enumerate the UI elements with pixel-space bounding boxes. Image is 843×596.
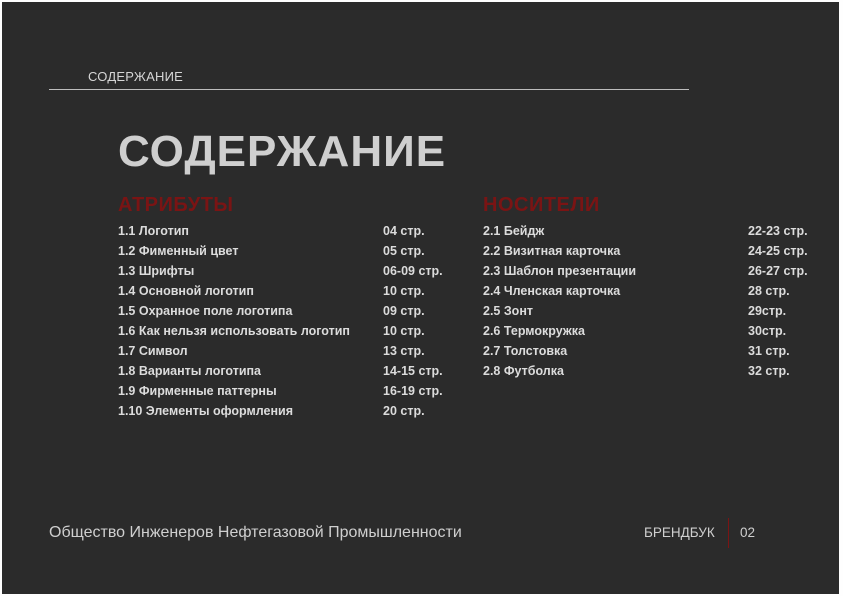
- footer-brand-label: БРЕНДБУК: [644, 525, 715, 540]
- toc-item-page: 31 стр.: [748, 344, 790, 358]
- toc-item-label: 1.2 Фименный цвет: [118, 244, 239, 258]
- toc-item[interactable]: [118, 324, 458, 344]
- toc-item-page: 10 стр.: [383, 284, 425, 298]
- toc-item-label: 1.9 Фирменные паттерны: [118, 384, 277, 398]
- toc-item-label: 2.8 Футболка: [483, 364, 564, 378]
- toc-item-page: 30стр.: [748, 324, 787, 338]
- toc-item[interactable]: [118, 264, 458, 284]
- page-title: СОДЕРЖАНИЕ: [118, 127, 447, 176]
- toc-item-label: 2.3 Шаблон презентации: [483, 264, 637, 278]
- toc-item-label: 1.10 Элементы оформления: [118, 404, 293, 418]
- toc-item-label: 2.1 Бейдж: [483, 224, 545, 238]
- toc-item-page: 05 стр.: [383, 244, 425, 258]
- toc-item[interactable]: [483, 304, 823, 324]
- toc-item-label: 2.7 Толстовка: [483, 344, 568, 358]
- toc-item[interactable]: [118, 384, 458, 404]
- toc-item-label: 1.4 Основной логотип: [118, 284, 254, 298]
- toc-item-page: 24-25 стр.: [748, 244, 808, 258]
- toc-item[interactable]: [483, 364, 823, 384]
- toc-item-page: 32 стр.: [748, 364, 790, 378]
- toc-item-label: 2.6 Термокружка: [483, 324, 585, 338]
- footer-divider: [728, 518, 729, 548]
- toc-item-page: 10 стр.: [383, 324, 425, 338]
- header-divider: [49, 89, 689, 90]
- attributes-list: [118, 224, 458, 424]
- toc-item-label: 1.7 Символ: [118, 344, 188, 358]
- toc-item-page: 29стр.: [748, 304, 787, 318]
- toc-item-page: 13 стр.: [383, 344, 425, 358]
- toc-item[interactable]: [118, 404, 458, 424]
- toc-item-page: 14-15 стр.: [383, 364, 443, 378]
- media-list: [483, 224, 823, 384]
- toc-item[interactable]: [118, 284, 458, 304]
- toc-item[interactable]: [483, 244, 823, 264]
- toc-item-label: 1.8 Варианты логотипа: [118, 364, 262, 378]
- toc-item-page: 04 стр.: [383, 224, 425, 238]
- brandbook-page: [2, 2, 839, 594]
- page-number: 02: [740, 525, 756, 540]
- toc-item-page: 06-09 стр.: [383, 264, 443, 278]
- header-label: СОДЕРЖАНИЕ: [88, 69, 184, 84]
- toc-item-page: 28 стр.: [748, 284, 790, 298]
- section-heading-media: НОСИТЕЛИ: [483, 194, 600, 216]
- toc-item-label: 2.2 Визитная карточка: [483, 244, 621, 258]
- toc-item[interactable]: [118, 344, 458, 364]
- toc-item-page: 09 стр.: [383, 304, 425, 318]
- toc-item-label: 1.3 Шрифты: [118, 264, 195, 278]
- toc-item-page: 20 стр.: [383, 404, 425, 418]
- toc-item-page: 26-27 стр.: [748, 264, 808, 278]
- toc-item[interactable]: [118, 304, 458, 324]
- toc-item-label: 2.5 Зонт: [483, 304, 533, 318]
- toc-item-label: 1.6 Как нельзя использовать логотип: [118, 324, 350, 338]
- toc-item-page: 16-19 стр.: [383, 384, 443, 398]
- toc-item-label: 1.5 Охранное поле логотипа: [118, 304, 293, 318]
- toc-item[interactable]: [118, 224, 458, 244]
- toc-item[interactable]: [483, 224, 823, 244]
- toc-item[interactable]: [118, 244, 458, 264]
- toc-item[interactable]: [483, 324, 823, 344]
- toc-item-label: 2.4 Членская карточка: [483, 284, 621, 298]
- toc-item[interactable]: [483, 344, 823, 364]
- footer-organization: Общество Инженеров Нефтегазовой Промышленности: [49, 524, 462, 541]
- toc-item-label: 1.1 Логотип: [118, 224, 189, 238]
- toc-item[interactable]: [483, 284, 823, 304]
- toc-item-page: 22-23 стр.: [748, 224, 808, 238]
- section-heading-attributes: АТРИБУТЫ: [118, 194, 234, 216]
- toc-item[interactable]: [118, 364, 458, 384]
- toc-item[interactable]: [483, 264, 823, 284]
